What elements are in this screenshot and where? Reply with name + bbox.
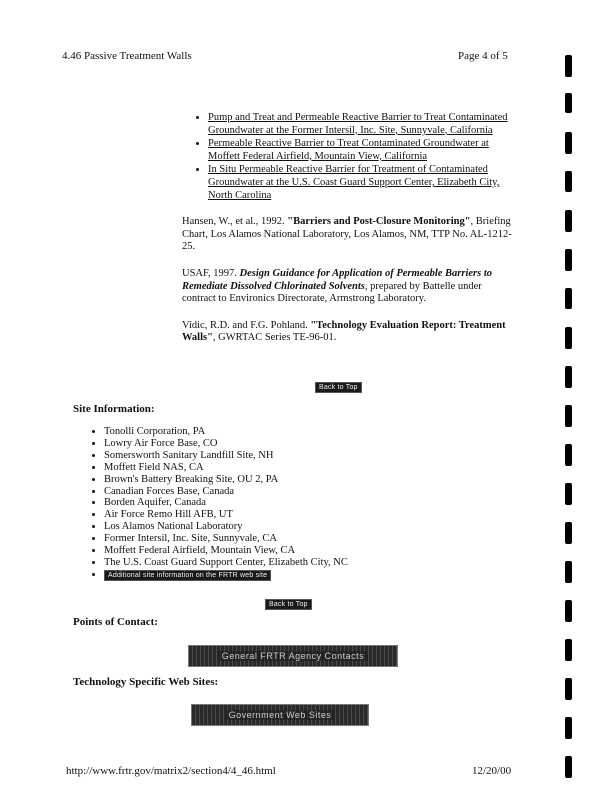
reference-usaf — [182, 268, 518, 306]
site-item: • The U.S. Coast Guard Support Center, Elizabeth City, NC — [104, 557, 348, 569]
site-item: • Canadian Forces Base, Canada — [104, 486, 348, 498]
list-item — [208, 164, 518, 202]
back-to-top-button[interactable]: Back to Top — [315, 382, 362, 393]
back-to-top-button[interactable]: Back to Top — [265, 599, 312, 610]
binder-mark — [565, 561, 572, 583]
binder-mark — [565, 366, 572, 388]
back-to-top-wrapper — [315, 376, 362, 394]
binder-mark — [565, 249, 572, 271]
site-item: • Lowry Air Force Base, CO — [104, 438, 348, 450]
reference-author: Hansen, W., et al., 1992. — [182, 216, 288, 228]
binder-mark — [565, 132, 572, 154]
contacts-banner-button[interactable] — [188, 645, 398, 667]
case-study-link[interactable]: Pump and Treat and Permeable Reactive Barrier to Treat Contaminated Groundwater at the Former Intersil, Inc. Site, Sunnyvale, California — [208, 112, 508, 136]
additional-site-info-button[interactable]: Additional site information on the FRTR web site — [104, 570, 271, 581]
binder-mark — [565, 639, 572, 661]
case-study-link[interactable]: Permeable Reactive Barrier to Treat Contaminated Groundwater at Moffett Federal Airfield, Mountain View, California — [208, 138, 489, 162]
site-item: • Borden Aquifer, Canada — [104, 497, 348, 509]
binder-mark — [565, 405, 572, 427]
reference-vidic — [182, 320, 518, 345]
site-item: • Moffett Field NAS, CA — [104, 462, 348, 474]
reference-detail: , Briefing Chart, Los Alamos National Laboratory, Los Alamos, NM, TTP No. AL-1212-25. — [182, 216, 512, 253]
reference-title: "Barriers and Post-Closure Monitoring" — [287, 216, 471, 228]
binder-mark — [565, 171, 572, 192]
back-to-top-wrapper — [265, 593, 312, 611]
binder-mark — [565, 444, 572, 466]
site-item — [104, 569, 348, 581]
case-study-link[interactable]: In Situ Permeable Reactive Barrier for Treatment of Contaminated Groundwater at the U.S. Coast Guard Support Center, Elizabeth City, North Carolina — [208, 164, 500, 201]
site-item: • Former Intersil, Inc. Site, Sunnyvale, CA — [104, 533, 348, 545]
contacts-heading: Points of Contact: — [73, 616, 158, 628]
binder-mark — [565, 55, 572, 77]
reference-hansen — [182, 216, 518, 254]
references-section — [182, 112, 518, 345]
binder-mark — [565, 210, 572, 232]
reference-author: Vidic, R.D. and F.G. Pohland. — [182, 319, 311, 331]
page-number: Page 4 of 5 — [458, 50, 508, 62]
site-item: • Somersworth Sanitary Landfill Site, NH — [104, 450, 348, 462]
binder-mark — [565, 678, 572, 700]
site-list — [78, 426, 348, 581]
list-item — [208, 138, 518, 163]
websites-heading: Technology Specific Web Sites: — [73, 676, 219, 688]
site-item: • Air Force Remo Hill AFB, UT — [104, 509, 348, 521]
case-study-list — [182, 112, 518, 202]
reference-title: Design Guidance for Application of Permeable Barriers to Remediate Dissolved Chlorinated Solvents — [182, 267, 492, 292]
reference-detail: , GWRTAC Series TE-96-01. — [212, 332, 337, 344]
websites-banner-button[interactable] — [191, 704, 369, 726]
site-info-heading: Site Information: — [73, 403, 155, 415]
binder-mark — [565, 327, 572, 349]
reference-detail: , prepared by Battelle under contract to Environics Directorate, Armstrong Laboratory. — [182, 280, 482, 305]
reference-author: USAF, 1997. — [182, 267, 240, 279]
site-item: • Tonolli Corporation, PA — [104, 426, 348, 438]
binder-mark — [565, 288, 572, 309]
page-url: http://www.frtr.gov/matrix2/section4/4_46.html — [66, 765, 276, 777]
site-item: • Brown's Battery Breaking Site, OU 2, PA — [104, 474, 348, 486]
contacts-banner-label: General FRTR Agency Contacts — [218, 651, 368, 661]
binder-mark — [565, 483, 572, 505]
reference-title: "Technology Evaluation Report: Treatment Walls" — [182, 319, 506, 344]
binder-mark — [565, 717, 572, 739]
page-header-title: 4.46 Passive Treatment Walls — [62, 50, 192, 62]
websites-banner-label: Government Web Sites — [225, 710, 336, 720]
site-item: • Los Alamos National Laboratory — [104, 521, 348, 533]
site-item: • Moffett Federal Airfield, Mountain View, CA — [104, 545, 348, 557]
binder-mark — [565, 600, 572, 622]
print-date: 12/20/00 — [472, 765, 512, 777]
binder-mark — [565, 93, 572, 113]
list-item — [208, 112, 518, 137]
binder-mark — [565, 522, 572, 544]
binder-mark — [565, 756, 572, 778]
